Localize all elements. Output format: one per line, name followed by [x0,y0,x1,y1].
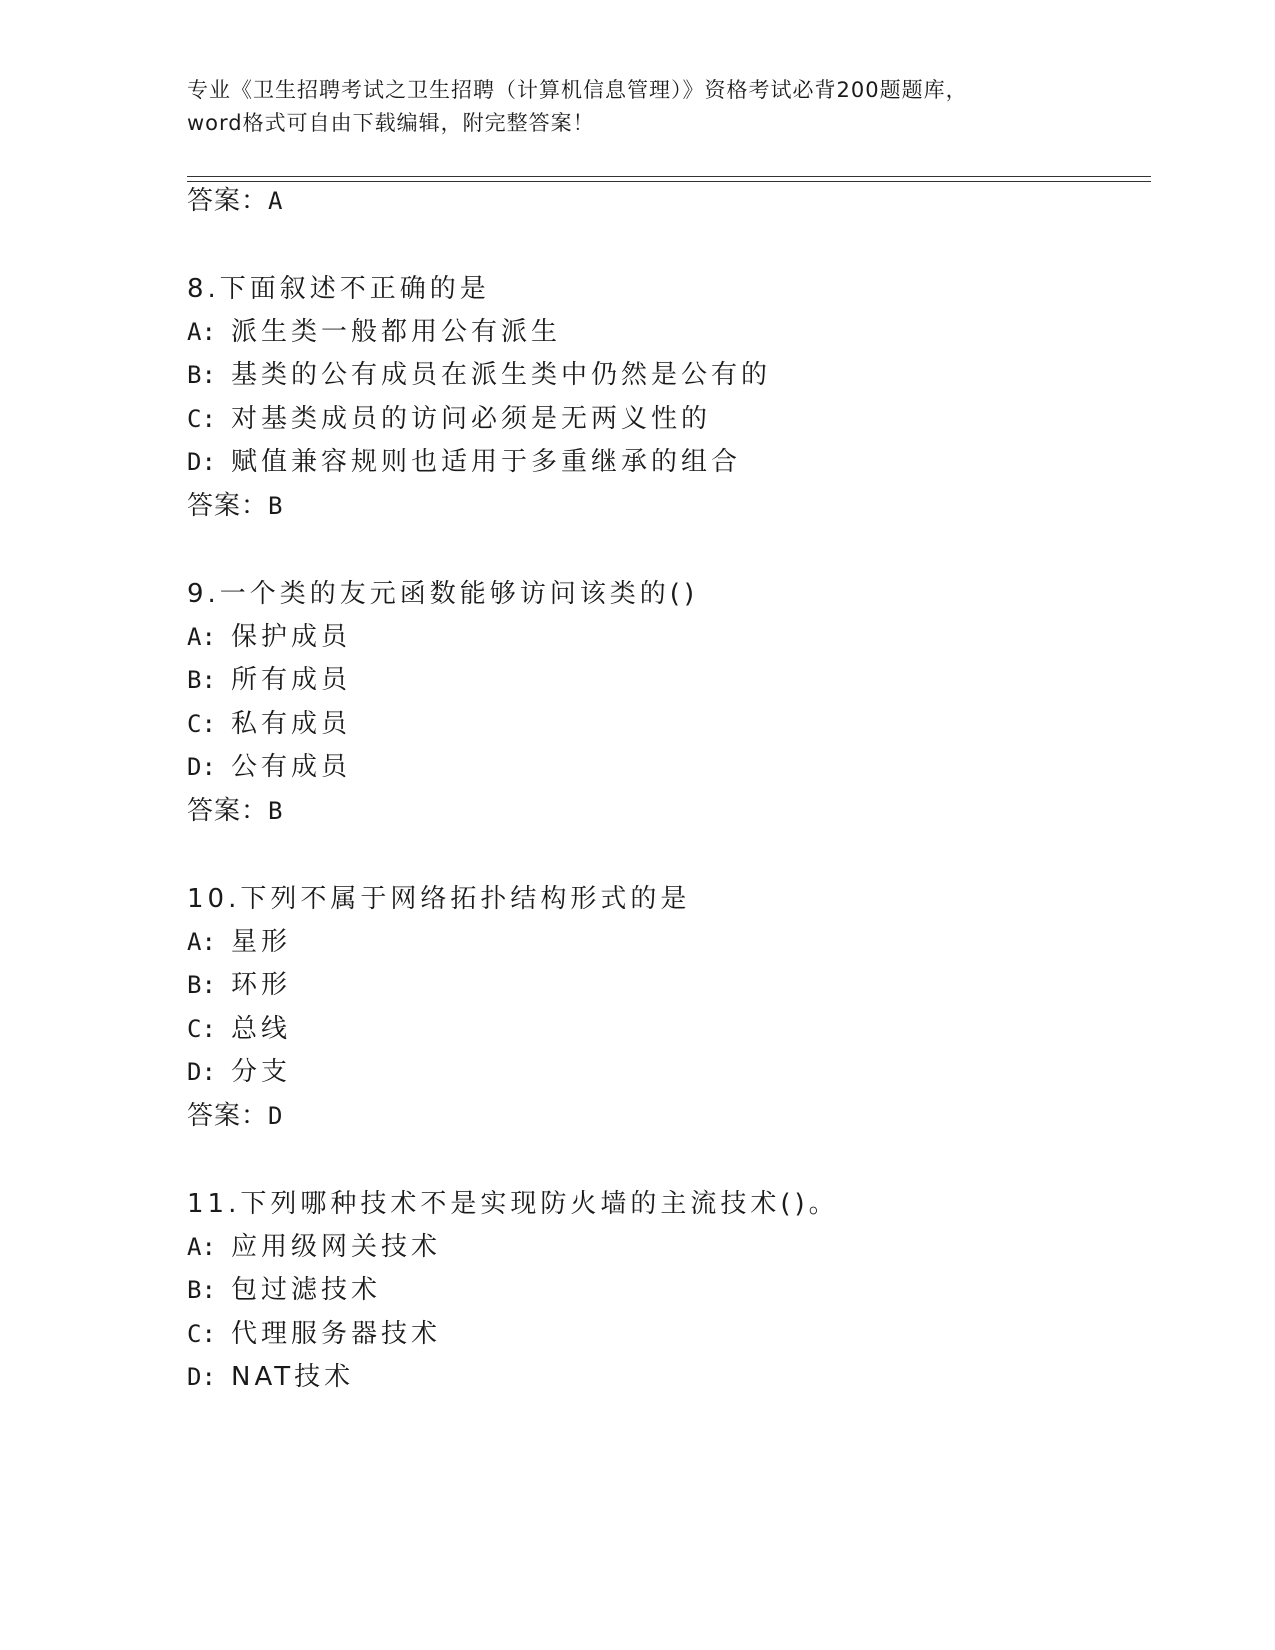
answer-value: A [268,187,284,215]
option-key: A: [187,928,216,956]
answer-line-8 [187,489,283,523]
option-11-b [187,1273,381,1307]
question-stem-11: 11.下列哪种技术不是实现防火墙的主流技术()。 [187,1189,839,1219]
option-key: A: [187,623,216,651]
option-key: B: [187,666,216,694]
option-text: 应用级网关技术 [231,1232,442,1262]
option-key: D: [187,1058,216,1086]
option-key: C: [187,1015,216,1043]
option-key: D: [187,1363,216,1391]
option-text: 保护成员 [231,622,352,652]
option-text: 基类的公有成员在派生类中仍然是公有的 [231,360,772,390]
option-text: NAT技术 [231,1362,355,1392]
option-8-a [187,315,561,349]
option-text: 派生类一般都用公有派生 [231,317,562,347]
header-divider-top [187,176,1151,177]
option-text: 分支 [231,1057,292,1087]
option-text: 赋值兼容规则也适用于多重继承的组合 [231,447,742,477]
option-10-c [187,1012,291,1046]
option-8-d [187,445,741,479]
option-text: 公有成员 [231,752,352,782]
answer-label: 答案： [187,1101,269,1131]
answer-line-prev [187,184,283,218]
question-stem-10: 10.下列不属于网络拓扑结构形式的是 [187,884,691,914]
option-11-d [187,1360,354,1394]
option-9-d [187,750,351,784]
answer-value: D [268,1102,284,1130]
answer-label: 答案： [187,186,269,216]
option-key: C: [187,710,216,738]
question-stem-8: 8.下面叙述不正确的是 [187,274,490,304]
option-9-b [187,663,351,697]
document-header [187,74,1087,140]
option-key: D: [187,448,216,476]
option-9-a [187,620,351,654]
option-text: 代理服务器技术 [231,1319,442,1349]
option-key: B: [187,1276,216,1304]
answer-label: 答案： [187,491,269,521]
option-10-b [187,968,291,1002]
header-line-1: 专业《卫生招聘考试之卫生招聘（计算机信息管理）》资格考试必背200题题库， [187,78,968,102]
option-key: C: [187,1320,216,1348]
option-text: 星形 [231,927,292,957]
option-11-c [187,1317,441,1351]
option-key: A: [187,318,216,346]
option-key: D: [187,753,216,781]
answer-label: 答案： [187,796,269,826]
option-10-a [187,925,291,959]
option-key: B: [187,971,216,999]
option-9-c [187,707,351,741]
option-8-b [187,358,771,392]
answer-value: B [268,797,284,825]
question-stem-9: 9.一个类的友元函数能够访问该类的() [187,579,699,609]
answer-value: B [268,492,284,520]
option-10-d [187,1055,291,1089]
header-line-2: word格式可自由下载编辑，附完整答案！ [187,111,595,135]
option-text: 环形 [231,970,292,1000]
option-key: C: [187,405,216,433]
option-text: 总线 [231,1014,292,1044]
header-divider-bottom [187,181,1151,182]
option-text: 私有成员 [231,709,352,739]
option-key: B: [187,361,216,389]
answer-line-9 [187,794,283,828]
option-text: 所有成员 [231,665,352,695]
option-key: A: [187,1233,216,1261]
option-8-c [187,402,711,436]
answer-line-10 [187,1099,283,1133]
option-text: 对基类成员的访问必须是无两义性的 [231,404,712,434]
option-11-a [187,1230,441,1264]
option-text: 包过滤技术 [231,1275,382,1305]
